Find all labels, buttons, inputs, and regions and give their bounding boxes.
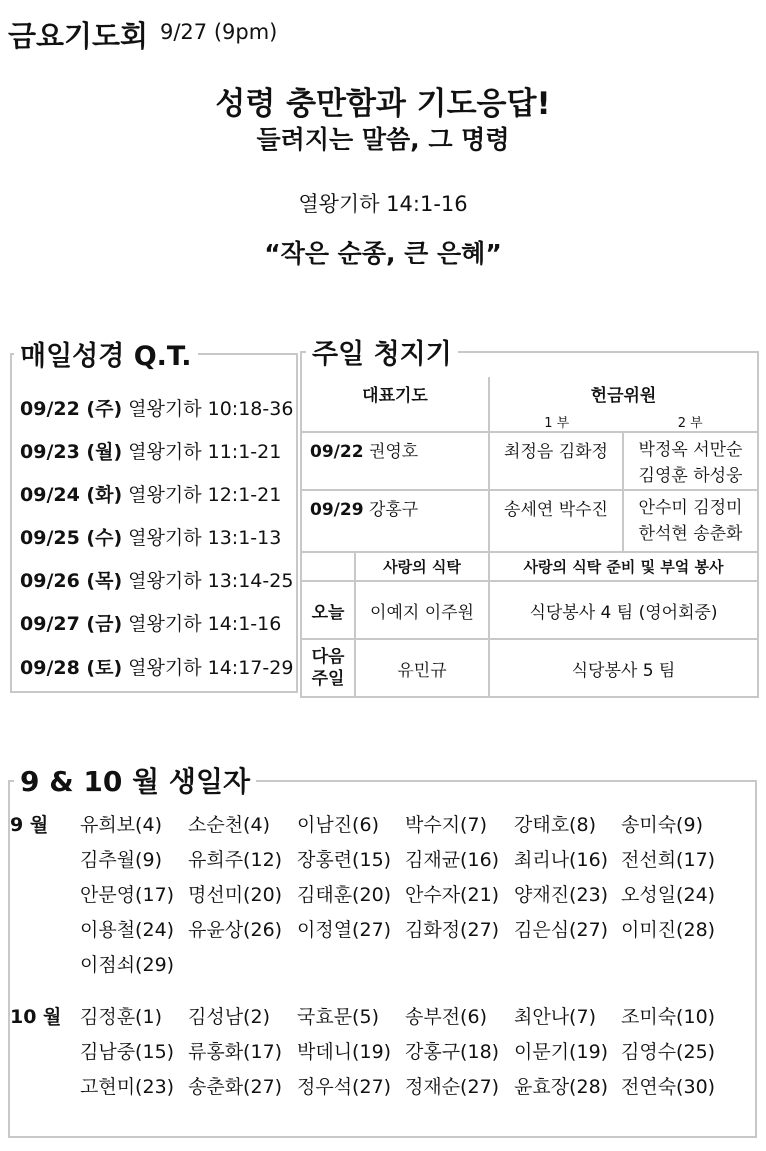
birthday-entry: 김추월(9)	[80, 849, 162, 871]
qt-passage: 열왕기하 13:14-25	[128, 570, 294, 592]
birthday-entry: 박수지(7)	[405, 814, 487, 836]
sermon-title: 성령 충만함과 기도응답!	[215, 86, 551, 122]
birthday-entry: 김재균(16)	[405, 849, 500, 871]
next-label	[302, 639, 355, 696]
birthday-entry: 유희주(12)	[188, 849, 283, 871]
steward-date: 09/22	[310, 442, 364, 462]
qt-passage: 열왕기하 12:1-21	[128, 484, 282, 506]
birthday-entry: 이용철(24)	[80, 919, 175, 941]
qt-item	[20, 609, 281, 636]
birthday-entry: 송미숙(9)	[621, 814, 703, 836]
qt-passage: 열왕기하 14:17-29	[128, 657, 294, 679]
birthday-entry: 국효문(5)	[297, 1006, 379, 1028]
qt-item	[20, 437, 281, 464]
steward-prayer-cell	[302, 432, 489, 490]
qt-date: 09/22 (주)	[20, 398, 123, 420]
offering-part2-line: 박정옥 서만순	[638, 440, 743, 460]
birthday-entry: 박데니(19)	[297, 1041, 392, 1063]
birthday-entry: 김정훈(1)	[80, 1006, 162, 1028]
today-table: 이예지 이주원	[355, 581, 489, 639]
qt-date: 09/26 (목)	[20, 570, 123, 592]
qt-date: 09/25 (수)	[20, 527, 123, 549]
steward-row	[302, 490, 757, 552]
offering-part2-line: 김영훈 하성웅	[638, 466, 743, 486]
birthday-entry: 김영수(25)	[621, 1041, 716, 1063]
steward-date: 09/29	[310, 500, 364, 520]
offering-part2-line: 안수미 김정미	[638, 498, 743, 518]
birthday-entry: 이점쇠(29)	[80, 954, 175, 976]
qt-passage: 열왕기하 10:18-36	[128, 398, 294, 420]
birthday-entry: 이미진(28)	[621, 919, 716, 941]
qt-item	[20, 653, 293, 680]
offering-part2	[623, 490, 757, 552]
birthday-entry: 유윤상(26)	[188, 919, 283, 941]
birthday-entry: 이문기(19)	[514, 1041, 609, 1063]
sunday-header-row	[302, 377, 757, 432]
kitchen-header-row	[302, 552, 757, 581]
birthday-entry: 최리나(16)	[514, 849, 609, 871]
birthday-entry: 유희보(4)	[80, 814, 162, 836]
birthday-entry: 송부전(6)	[405, 1006, 487, 1028]
birthday-entry: 양재진(23)	[514, 884, 609, 906]
birthday-entry: 전연숙(30)	[621, 1076, 716, 1098]
birthday-entry: 김태훈(20)	[297, 884, 392, 906]
birthday-entry: 강홍구(18)	[405, 1041, 500, 1063]
qt-passage: 열왕기하 14:1-16	[128, 613, 282, 635]
sunday-heading: 주일 청지기	[306, 332, 458, 371]
offering-col-header	[489, 377, 757, 432]
offering-part2	[623, 432, 757, 490]
next-label-line: 주일	[311, 669, 345, 689]
qt-item	[20, 566, 293, 593]
steward-prayer-cell	[302, 490, 489, 552]
birthday-entry: 소순천(4)	[188, 814, 270, 836]
qt-date: 09/23 (월)	[20, 441, 123, 463]
birthday-entry: 명선미(20)	[188, 884, 283, 906]
birthday-entry: 강태호(8)	[514, 814, 596, 836]
qt-date: 09/27 (금)	[20, 613, 123, 635]
birthday-month-oct: 10 월	[10, 1006, 62, 1028]
qt-passage: 열왕기하 11:1-21	[128, 441, 282, 463]
birthday-entry: 윤효장(28)	[514, 1076, 609, 1098]
today-label: 오늘	[302, 581, 355, 639]
birthday-entry: 김화정(27)	[405, 919, 500, 941]
page-title: 금요기도회	[8, 19, 149, 53]
steward-prayer: 강홍구	[368, 500, 419, 520]
birthday-entry: 안수자(21)	[405, 884, 500, 906]
birthday-entry: 고현미(23)	[80, 1076, 175, 1098]
kitchen-blank-cell	[302, 552, 355, 581]
birthday-entry: 안문영(17)	[80, 884, 175, 906]
birthday-heading: 9 & 10 월 생일자	[14, 760, 256, 800]
today-service: 식당봉사 4 팀 (영어회중)	[489, 581, 757, 639]
birthday-entry: 조미숙(10)	[621, 1006, 716, 1028]
table-col-header: 사랑의 식탁	[355, 552, 489, 581]
offering-label: 헌금위원	[590, 386, 657, 406]
next-table: 유민규	[355, 639, 489, 696]
birthday-entry: 김남중(15)	[80, 1041, 175, 1063]
offering-part1: 최정음 김화정	[489, 432, 623, 490]
qt-date: 09/28 (토)	[20, 657, 123, 679]
birthday-entry: 이남진(6)	[297, 814, 379, 836]
offering-part2-line: 한석현 송춘화	[638, 524, 743, 544]
kitchen-row	[302, 639, 757, 696]
birthday-entry: 장홍련(15)	[297, 849, 392, 871]
birthday-entry: 김성남(2)	[188, 1006, 270, 1028]
qt-item	[20, 394, 293, 421]
sermon-quote: “작은 순종, 큰 은혜”	[264, 239, 502, 268]
kitchen-row	[302, 581, 757, 639]
qt-date: 09/24 (화)	[20, 484, 123, 506]
qt-item	[20, 480, 281, 507]
birthday-entry: 전선희(17)	[621, 849, 716, 871]
offering-part1: 송세연 박수진	[489, 490, 623, 552]
birthday-entry: 이정열(27)	[297, 919, 392, 941]
next-service: 식당봉사 5 팀	[489, 639, 757, 696]
sermon-reference: 열왕기하 14:1-16	[298, 192, 468, 216]
birthday-entry: 김은심(27)	[514, 919, 609, 941]
birthday-entry: 오성일(24)	[621, 884, 716, 906]
prayer-col-header: 대표기도	[302, 377, 489, 432]
birthday-month-sep: 9 월	[10, 814, 49, 836]
birthday-entry: 정우석(27)	[297, 1076, 392, 1098]
qt-heading: 매일성경 Q.T.	[14, 334, 198, 373]
qt-item	[20, 523, 281, 550]
page-date: 9/27 (9pm)	[160, 20, 278, 44]
sermon-subtitle: 들려지는 말씀, 그 명령	[256, 125, 510, 154]
part1-label: 1 부	[544, 416, 570, 431]
next-label-line: 다음	[311, 647, 345, 667]
steward-row	[302, 432, 757, 490]
birthday-entry: 류홍화(17)	[188, 1041, 283, 1063]
qt-passage: 열왕기하 13:1-13	[128, 527, 282, 549]
part2-label: 2 부	[677, 416, 703, 431]
sunday-table	[302, 377, 757, 696]
service-col-header: 사랑의 식탁 준비 및 부엌 봉사	[489, 552, 757, 581]
birthday-entry: 송춘화(27)	[188, 1076, 283, 1098]
steward-prayer: 권영호	[368, 442, 419, 462]
birthday-entry: 최안나(7)	[514, 1006, 596, 1028]
birthday-entry: 정재순(27)	[405, 1076, 500, 1098]
